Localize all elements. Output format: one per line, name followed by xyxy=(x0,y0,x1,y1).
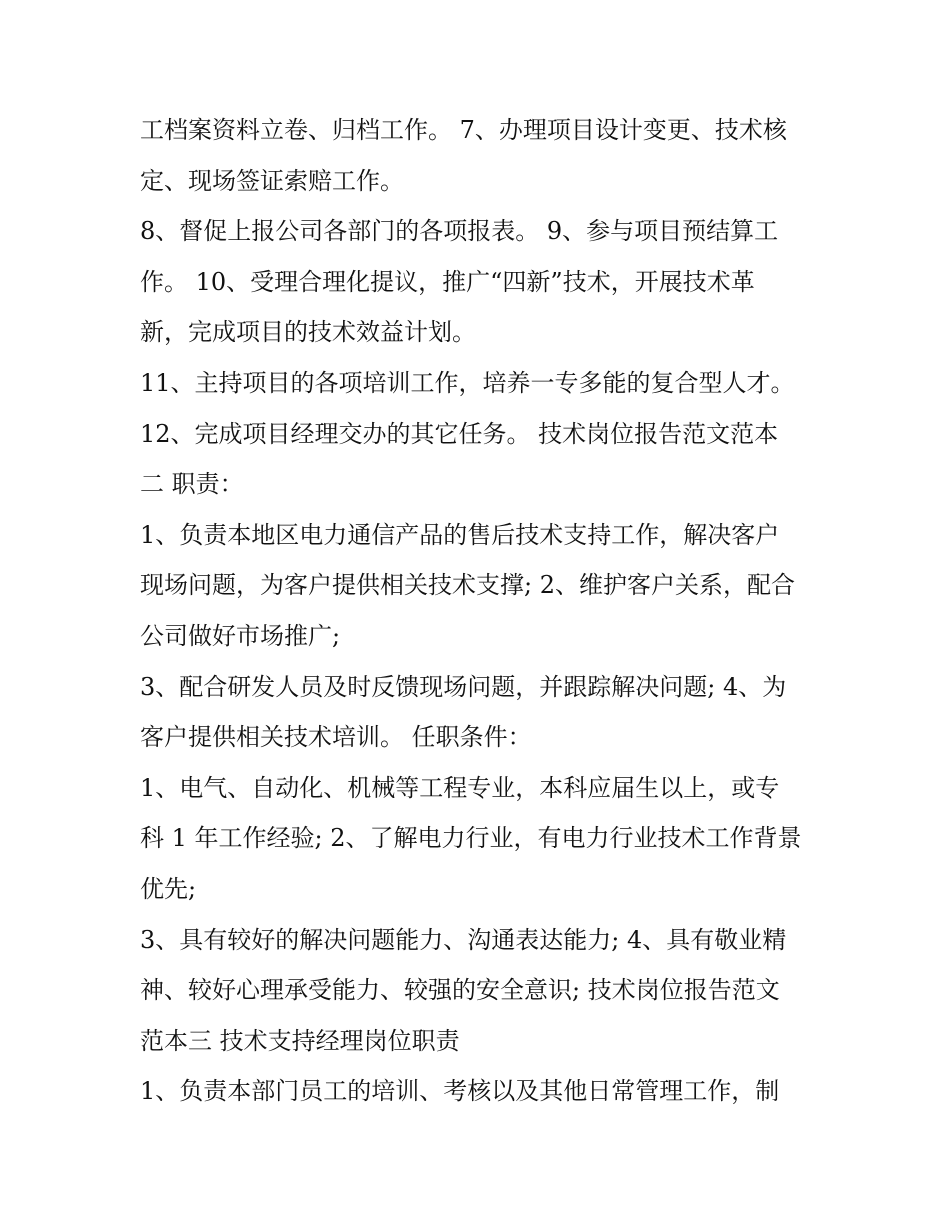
text-line: 科 1 年工作经验; 2、了解电力行业，有电力行业技术工作背景 xyxy=(140,824,802,852)
text-line: 客户提供相关技术培训。 任职条件： xyxy=(140,723,532,751)
text-line: 8、督促上报公司各部门的各项报表。 9、参与项目预结算工 xyxy=(140,217,779,245)
text-line: 优先; xyxy=(140,875,197,903)
text-line: 11、主持项目的各项培训工作，培养一专多能的复合型人才。 xyxy=(140,369,795,397)
text-line: 1、电气、自动化、机械等工程专业，本科应届生以上，或专 xyxy=(140,774,780,802)
text-line: 3、配合研发人员及时反馈现场问题，并跟踪解决问题; 4、为 xyxy=(140,673,787,701)
text-line: 新，完成项目的技术效益计划。 xyxy=(140,318,476,346)
text-line: 12、完成项目经理交办的其它任务。 技术岗位报告范文范本 xyxy=(140,420,779,448)
text-line: 范本三 技术支持经理岗位职责 xyxy=(140,1027,460,1055)
text-line: 神、较好心理承受能力、较强的安全意识; 技术岗位报告范文 xyxy=(140,976,780,1004)
text-line: 1、负责本地区电力通信产品的售后技术支持工作，解决客户 xyxy=(140,521,780,549)
text-line: 公司做好市场推广; xyxy=(140,622,341,650)
text-line: 二 职责： xyxy=(140,470,244,498)
text-line: 1、负责本部门员工的培训、考核以及其他日常管理工作，制 xyxy=(140,1077,780,1105)
text-line: 3、具有较好的解决问题能力、沟通表达能力; 4、具有敬业精 xyxy=(140,926,787,954)
text-line: 作。 10、受理合理化提议，推广“四新”技术，开展技术革 xyxy=(140,268,755,296)
text-line: 工档案资料立卷、归档工作。 7、办理项目设计变更、技术核 xyxy=(140,116,787,144)
text-line: 现场问题，为客户提供相关技术支撑; 2、维护客户关系，配合 xyxy=(140,571,795,599)
text-line: 定、现场签证索赔工作。 xyxy=(140,167,404,195)
